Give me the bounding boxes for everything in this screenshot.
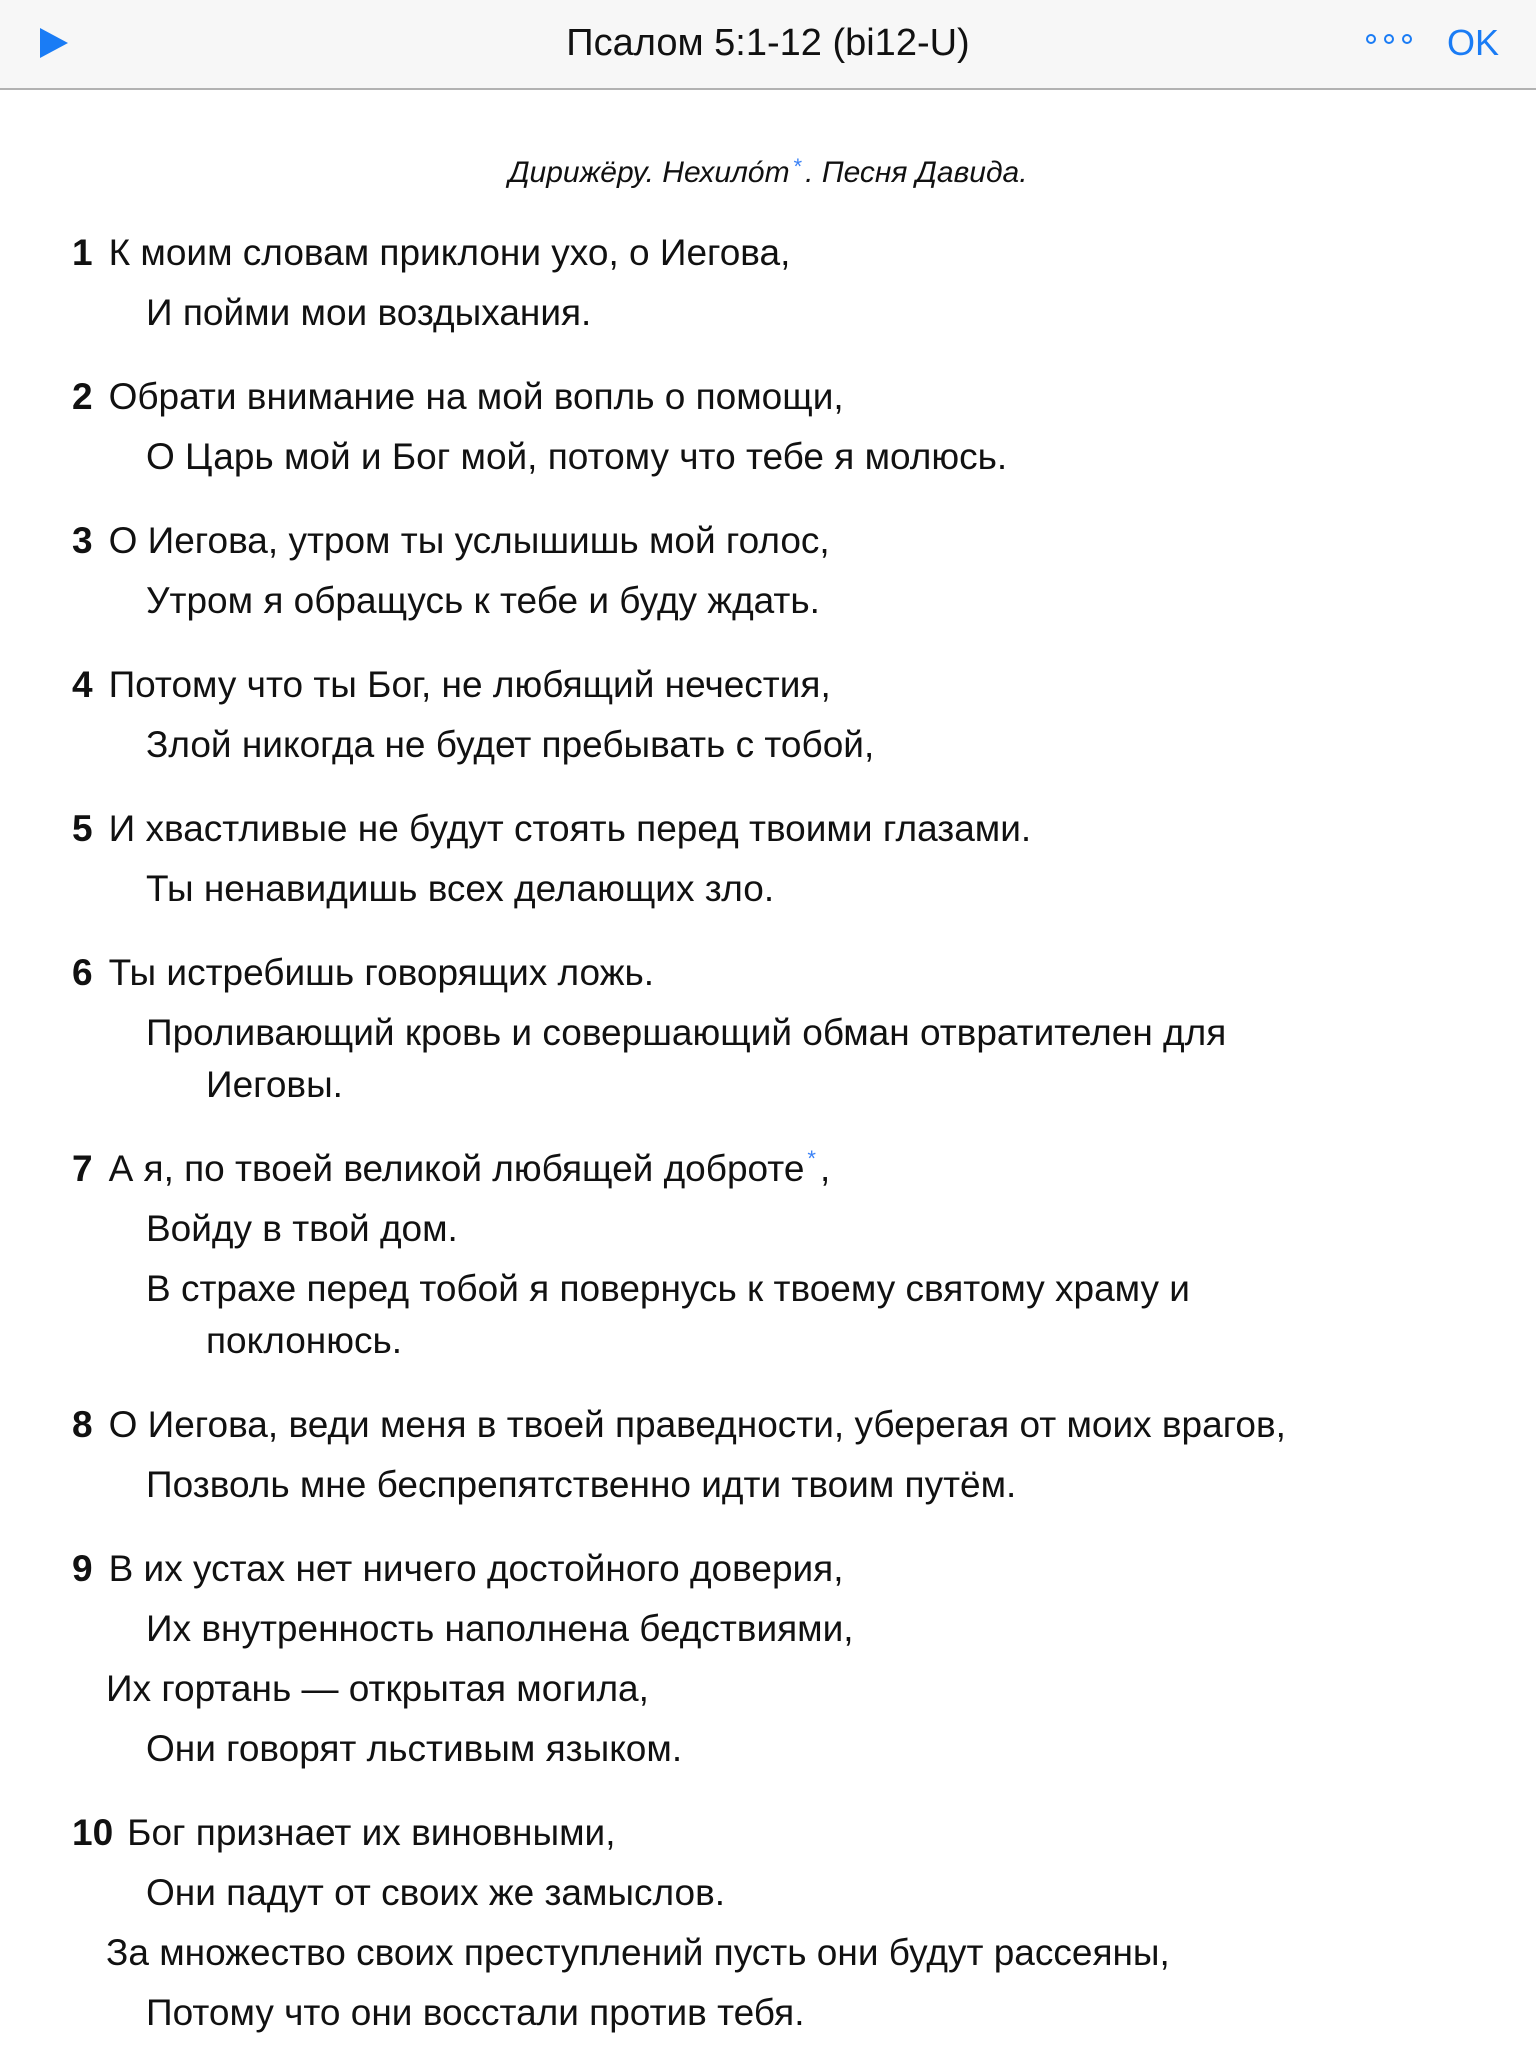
navigation-bar bbox=[0, 0, 1536, 90]
verse-number: 10 bbox=[72, 1812, 114, 1853]
verse-number: 6 bbox=[72, 952, 93, 993]
verse-punctuation: , bbox=[819, 1148, 831, 1189]
verse-line: Злой никогда не будет пребывать с тобой, bbox=[146, 724, 875, 765]
verse-text: О Иегова, утром ты услышишь мой голос, bbox=[108, 520, 830, 561]
verse-line bbox=[72, 1548, 844, 1590]
superscription bbox=[0, 156, 1536, 190]
verse-line: Позволь мне беспрепятственно идти твоим путём. bbox=[146, 1464, 1017, 1505]
verse-line: Иеговы. bbox=[206, 1064, 343, 1105]
footnote-link[interactable]: * bbox=[792, 154, 802, 179]
superscription-text-end: . Песня Давида. bbox=[805, 156, 1028, 189]
verse-line: В страхе перед тобой я повернусь к твоему святому храму и bbox=[146, 1268, 1190, 1309]
verse-number: 8 bbox=[72, 1404, 93, 1445]
verse-line bbox=[72, 376, 844, 418]
verse-line bbox=[72, 1148, 830, 1190]
page-title: Псалом 5:1-12 (bi12-U) bbox=[566, 22, 970, 64]
verse-line: Они падут от своих же замыслов. bbox=[146, 1872, 726, 1913]
verse-line bbox=[72, 1404, 1286, 1446]
verse-line: Войду в твой дом. bbox=[146, 1208, 458, 1249]
verse-number: 1 bbox=[72, 232, 93, 273]
superscription-text: Дирижёру. Нехило́т bbox=[508, 156, 790, 189]
more-options-icon[interactable] bbox=[1366, 34, 1412, 44]
verse-line: поклонюсь. bbox=[206, 1320, 403, 1361]
verse-line: Проливающий кровь и совершающий обман отвратителен для bbox=[146, 1012, 1227, 1053]
verse-number: 7 bbox=[72, 1148, 93, 1189]
verse-line bbox=[72, 664, 831, 706]
verse-text: О Иегова, веди меня в твоей праведности, уберегая от моих врагов, bbox=[108, 1404, 1286, 1445]
verse-line bbox=[72, 232, 790, 274]
verse-text: А я, по твоей великой любящей доброте bbox=[108, 1148, 805, 1189]
verse-text: К моим словам приклони ухо, о Иегова, bbox=[108, 232, 791, 273]
verse-number: 2 bbox=[72, 376, 93, 417]
verse-text: И хвастливые не будут стоять перед твоими глазами. bbox=[108, 808, 1032, 849]
verse-text: Потому что ты Бог, не любящий нечестия, bbox=[108, 664, 831, 705]
verse-number: 9 bbox=[72, 1548, 93, 1589]
verse-number: 5 bbox=[72, 808, 93, 849]
verse-line bbox=[72, 520, 830, 562]
verse-text: Ты истребишь говорящих ложь. bbox=[108, 952, 655, 993]
verse-number: 3 bbox=[72, 520, 93, 561]
verse-line bbox=[72, 808, 1031, 850]
verse-text: В их устах нет ничего достойного доверия, bbox=[108, 1548, 844, 1589]
verse-line bbox=[72, 1812, 615, 1854]
verse-number: 4 bbox=[72, 664, 93, 705]
verse-line: И пойми мои воздыхания. bbox=[146, 292, 592, 333]
verse-line: О Царь мой и Бог мой, потому что тебе я молюсь. bbox=[146, 436, 1008, 477]
verse-line: Утром я обращусь к тебе и буду ждать. bbox=[146, 580, 820, 621]
verse-line: Их внутренность наполнена бедствиями, bbox=[146, 1608, 854, 1649]
verse-line: Их гортань — открытая могила, bbox=[106, 1668, 649, 1709]
verse-text: Бог признает их виновными, bbox=[127, 1812, 616, 1853]
verse-line: Потому что они восстали против тебя. bbox=[146, 1992, 805, 2033]
verse-line: Они говорят льстивым языком. bbox=[146, 1728, 683, 1769]
ok-button[interactable]: OK bbox=[1447, 22, 1500, 63]
verse-line: Ты ненавидишь всех делающих зло. bbox=[146, 868, 775, 909]
verse-line bbox=[72, 952, 654, 994]
verse-text: Обрати внимание на мой вопль о помощи, bbox=[108, 376, 844, 417]
footnote-link[interactable]: * bbox=[807, 1146, 816, 1171]
verse-line: За множество своих преступлений пусть они будут рассеяны, bbox=[106, 1932, 1170, 1973]
